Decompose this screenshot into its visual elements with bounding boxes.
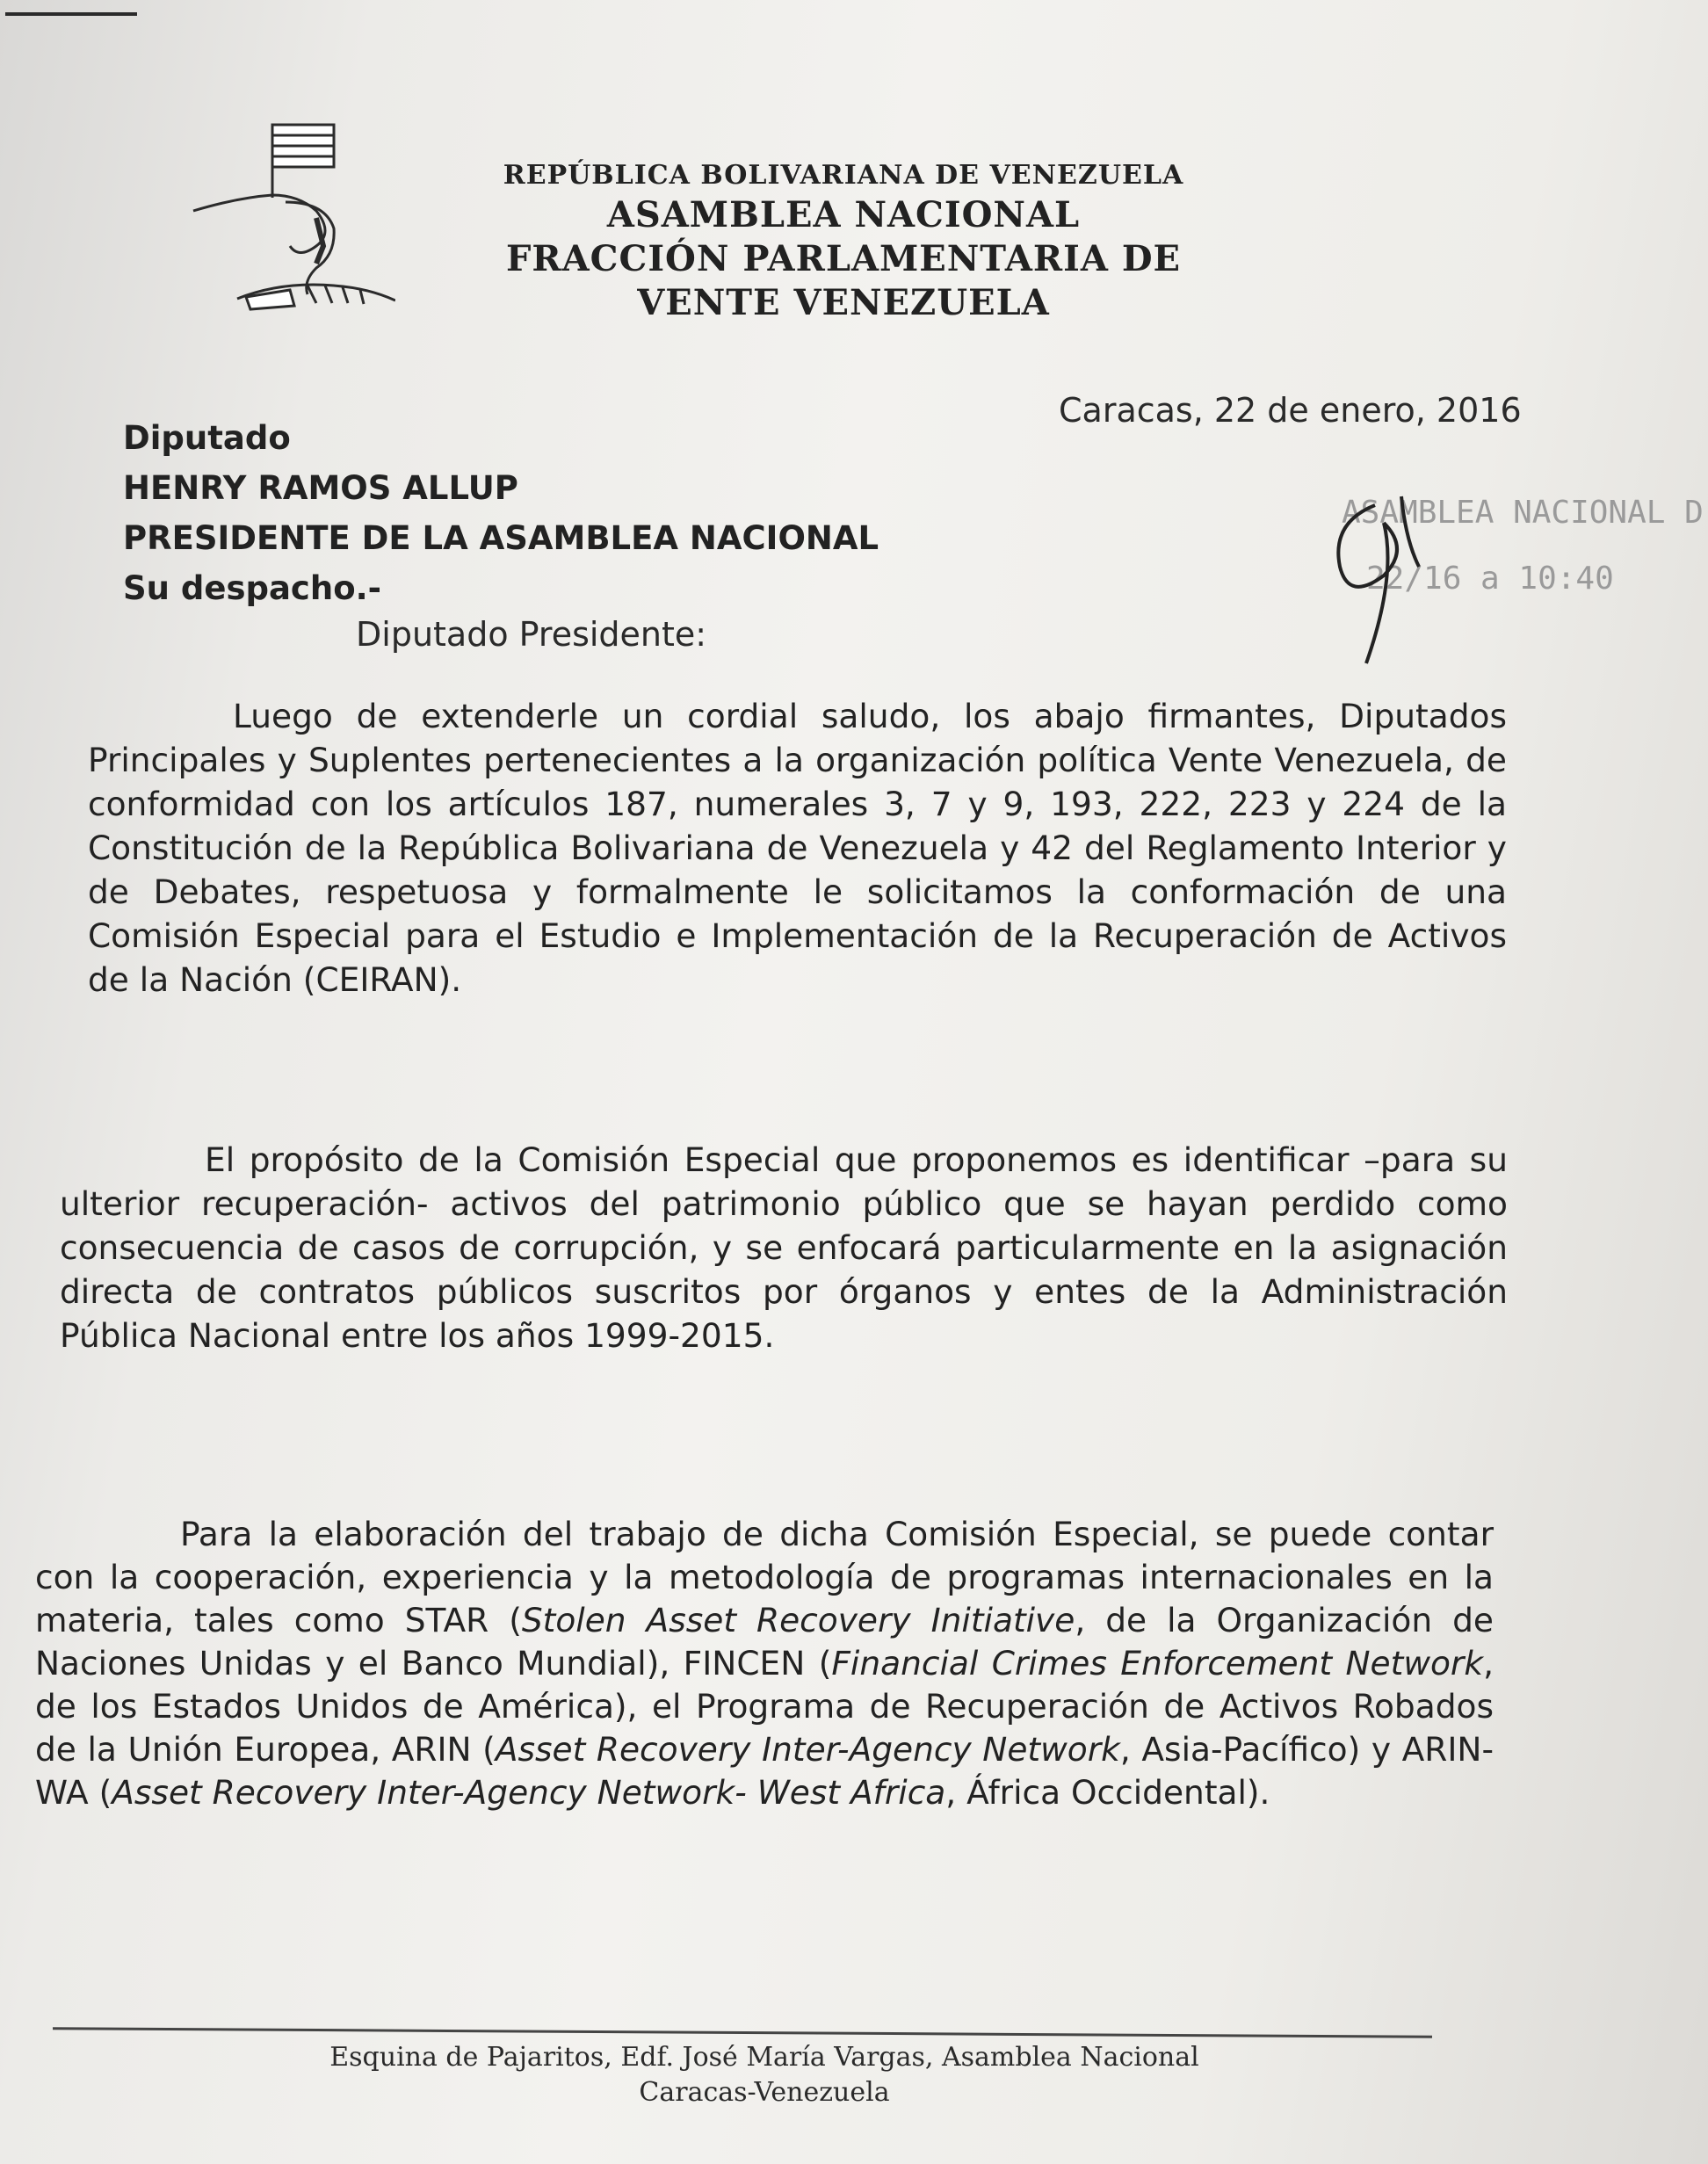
top-rule	[5, 12, 137, 16]
p3-text-2: , de la Organización de Naciones Unidas y el Banco Mundial), FINCEN (	[35, 1601, 1494, 1683]
letterhead	[387, 158, 1300, 325]
p3-text-5: , África Occidental).	[945, 1773, 1270, 1812]
stamp-line-2: 22/16 a 10:40	[1366, 561, 1614, 597]
hummingbird-logo-icon	[185, 114, 395, 316]
p3-italic-star: Stolen Asset Recovery Initiative	[521, 1601, 1075, 1639]
p3-italic-fincen: Financial Crimes Enforcement Network	[831, 1644, 1484, 1683]
p3-text-3: , de los Estados Unidos de América), el Programa de Recuperación de Activos Robados de la Unión Europea, ARIN (	[35, 1644, 1494, 1769]
body-paragraph-2: El propósito de la Comisión Especial que proponemos es identificar –para su ulterior recuperación- activos del patrimonio público que se hayan perdido como consecuencia de casos de corrupción, y se enfocará particularmente en la asignación directa de contratos públicos suscritos por órganos y entes de la Administración Pública Nacional entre los años 1999-2015.	[60, 1140, 1508, 1355]
p3-italic-arin: Asset Recovery Inter-Agency Network	[495, 1730, 1120, 1769]
footer-line-1: Esquina de Pajaritos, Edf. José María Vargas, Asamblea Nacional	[329, 2042, 1199, 2073]
letterhead-republic: REPÚBLICA BOLIVARIANA DE VENEZUELA	[503, 160, 1184, 191]
reception-stamp-icon	[1314, 470, 1708, 672]
addressee-position: PRESIDENTE DE LA ASAMBLEA NACIONAL	[123, 519, 879, 557]
salutation: Diputado Presidente:	[356, 615, 707, 654]
body-paragraph-1: Luego de extenderle un cordial saludo, los abajo firmantes, Diputados Principales y Suplentes pertenecientes a la organización política Vente Venezuela, de conformidad con los artículos 187, numerales 3, 7 y 9, 193, 222, 223 y 224 de la Constitución de la República Bolivariana de Venezuela y 42 del Reglamento Interior y de Debates, respetuosa y formalmente le solicitamos la conformación de una Comisión Especial para el Estudio e Implementación de la Recuperación de Activos de la Nación (CEIRAN).	[88, 697, 1507, 999]
addressee-name: HENRY RAMOS ALLUP	[123, 469, 518, 507]
p3-text-4: , Asia-Pacífico) y ARIN-WA (	[35, 1730, 1494, 1812]
p3-italic-arin-wa: Asset Recovery Inter-Agency Network- West Africa	[112, 1773, 946, 1812]
footer-rule	[53, 2027, 1432, 2038]
stamp-line-1: ASAMBLEA NACIONAL D	[1342, 495, 1704, 531]
letterhead-fraction: FRACCIÓN PARLAMENTARIA DE	[505, 238, 1182, 279]
footer-line-2: Caracas-Venezuela	[639, 2077, 890, 2108]
letterhead-assembly: ASAMBLEA NACIONAL	[606, 194, 1081, 235]
letter-date: Caracas, 22 de enero, 2016	[1059, 391, 1522, 430]
letterhead-party: VENTE VENEZUELA	[637, 282, 1050, 323]
footer-address	[264, 2040, 1265, 2110]
body-paragraph-3	[35, 1513, 1494, 1814]
addressee-block	[123, 413, 879, 613]
addressee-office: Su despacho.-	[123, 569, 382, 607]
addressee-title: Diputado	[123, 419, 291, 457]
p3-text-1: Para la elaboración del trabajo de dicha Comisión Especial, se puede contar con la cooperación, experiencia y la metodología de programas internacionales en la materia, tales como STAR (	[35, 1515, 1494, 1639]
